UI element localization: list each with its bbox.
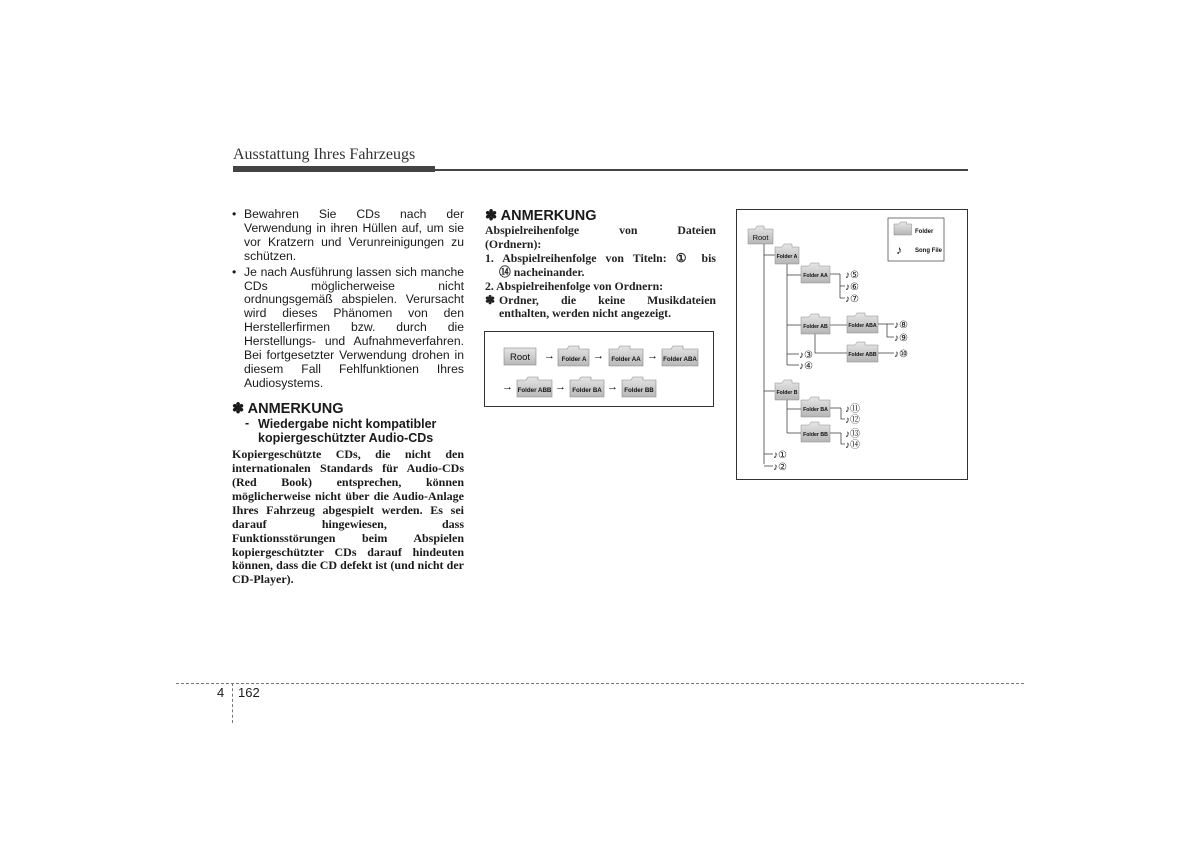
chapter-number: 4 (217, 685, 225, 700)
dash-icon: - (245, 415, 250, 430)
svg-text:Folder AA: Folder AA (611, 356, 641, 363)
page-header-title: Ausstattung Ihres Fahrzeugs (233, 146, 416, 163)
svg-text:Folder BB: Folder BB (624, 387, 654, 394)
song-file: ♪⑩ (894, 349, 908, 360)
arrow-right-icon (544, 350, 555, 362)
svg-text:Folder ABB: Folder ABB (517, 387, 552, 394)
song-file: ♪② (773, 462, 787, 473)
folder-tree-diagram (736, 209, 968, 480)
note-subheading: - Wiedergabe nicht kompatibler kopiergeschützter Audio-CDs (245, 415, 437, 445)
song-file: ♪⑫ (845, 415, 860, 426)
song-file: ♪⑨ (894, 333, 908, 344)
folder-icon (558, 346, 589, 366)
folder-icon (517, 377, 552, 397)
svg-text:Folder A: Folder A (776, 254, 798, 260)
svg-text:Folder AB: Folder AB (803, 324, 828, 330)
svg-text:Folder AA: Folder AA (803, 273, 828, 279)
folder-icon (662, 346, 698, 366)
arrow-right-icon (502, 381, 513, 393)
svg-text:Folder BA: Folder BA (803, 407, 828, 413)
note-heading: ✽ ANMERKUNG (485, 208, 597, 224)
svg-text:Folder ABA: Folder ABA (848, 323, 877, 329)
tree-root (748, 226, 773, 244)
song-file: ♪④ (799, 361, 813, 372)
asterisk-icon: ✽ (485, 292, 495, 307)
tree-folder-bb (801, 422, 830, 442)
bullet-dot-icon: • (232, 207, 237, 221)
svg-text:→: → (555, 381, 566, 393)
folder-sequence-diagram (484, 331, 714, 407)
song-file: ♪⑦ (845, 294, 859, 305)
tree-songs (773, 270, 908, 473)
text-line: ⑭ nacheinander. (499, 264, 585, 279)
svg-text:Folder BB: Folder BB (803, 432, 828, 438)
song-file: ♪⑪ (845, 404, 860, 415)
folder-icon (609, 346, 643, 366)
svg-text:→: → (607, 381, 618, 393)
svg-text:→: → (502, 381, 513, 393)
svg-text:Folder BA: Folder BA (572, 387, 602, 394)
arrow-right-icon (593, 350, 604, 362)
note-body (485, 224, 716, 321)
footer-divider (232, 683, 233, 723)
svg-text:→: → (593, 350, 604, 362)
footer-rule (176, 683, 1024, 684)
tree-folder-aa (801, 263, 830, 283)
bullet-item: • Bewahren Sie CDs nach der Verwendung in ihren Hüllen auf, um sie vor Kratzern und Verunreinigungen zu schützen. (232, 207, 464, 263)
text-line: Abspielreihenfolge von Dateien (485, 223, 716, 237)
svg-text:→: → (647, 350, 658, 362)
svg-text:♪: ♪ (896, 243, 902, 257)
note-hanging-item (485, 294, 716, 322)
sequence-svg (485, 332, 715, 408)
tree-folder-abb (847, 342, 878, 362)
arrow-right-icon (607, 381, 618, 393)
song-file: ♪⑭ (845, 440, 860, 451)
svg-text:Song File: Song File (915, 248, 942, 254)
svg-text:Root: Root (509, 352, 531, 363)
tree-folder-ab (801, 314, 830, 334)
song-file: ♪⑥ (845, 282, 859, 293)
tree-folder-b (775, 380, 799, 400)
root-box (504, 348, 536, 365)
svg-text:Root: Root (752, 233, 769, 242)
middle-column (485, 208, 716, 321)
bullet-list (232, 208, 464, 391)
left-column (232, 208, 464, 587)
svg-text:Folder: Folder (915, 229, 934, 235)
text-line: enthalten, werden nicht angezeigt. (499, 306, 672, 321)
svg-text:Folder B: Folder B (776, 390, 798, 396)
bullet-dot-icon: • (232, 264, 237, 279)
svg-text:Folder ABA: Folder ABA (663, 356, 697, 363)
tree-folder-aba (847, 313, 878, 333)
tree-folder-ba (801, 397, 830, 417)
page-number: 162 (238, 685, 260, 700)
tree-folder-a (775, 244, 799, 264)
song-file: ♪⑧ (894, 320, 908, 331)
header-rule (233, 169, 968, 171)
text-line: (Ordnern): (485, 236, 542, 251)
svg-text:Folder A: Folder A (561, 356, 587, 363)
song-file: ♪① (773, 450, 787, 461)
folder-icon (570, 377, 604, 397)
folder-icon (622, 377, 656, 397)
text-line: 1. Abspielreihenfolge von Titeln: ① bis (485, 250, 716, 265)
svg-text:→: → (544, 350, 555, 362)
arrow-right-icon (555, 381, 566, 393)
bullet-item: • Je nach Ausführung lassen sich manche CDs möglicherweise nicht ordnungsgemäß abspielen. Verursacht wird dieses Phänomen von den Herstellerfirmen bzw. durch die Herstellungs- und Aufnahmeverfahren. Bei fortgesetzter Verwendung drohen in diesem Fall Fehlfunktionen Ihres Audiosystems. (232, 264, 464, 390)
text-line: 2. Abspielreihenfolge von Ordnern: (485, 278, 664, 293)
song-file: ♪⑤ (845, 270, 859, 281)
song-file: ♪⑬ (845, 429, 860, 440)
note-heading: ✽ ANMERKUNG (232, 400, 344, 417)
tree-svg (737, 210, 969, 481)
arrow-right-icon (647, 350, 658, 362)
note-body: Kopiergeschützte CDs, die nicht den internationalen Standards für Audio-CDs (Red Book) entsprechen, können möglicherweise nicht über die Audio-Anlage Ihres Fahrzeug abgespielt werden. Es sei darauf hingewiesen, dass Funktionsstörungen beim Abspielen kopiergeschützter CDs darauf hindeuten können, dass die CD defekt ist (und nicht der CD-Player). (232, 447, 464, 587)
text-line: Ordner, die keine Musikdateien (499, 292, 716, 307)
song-file: ♪③ (799, 350, 813, 361)
legend (888, 218, 944, 261)
svg-text:Folder ABB: Folder ABB (848, 352, 877, 358)
